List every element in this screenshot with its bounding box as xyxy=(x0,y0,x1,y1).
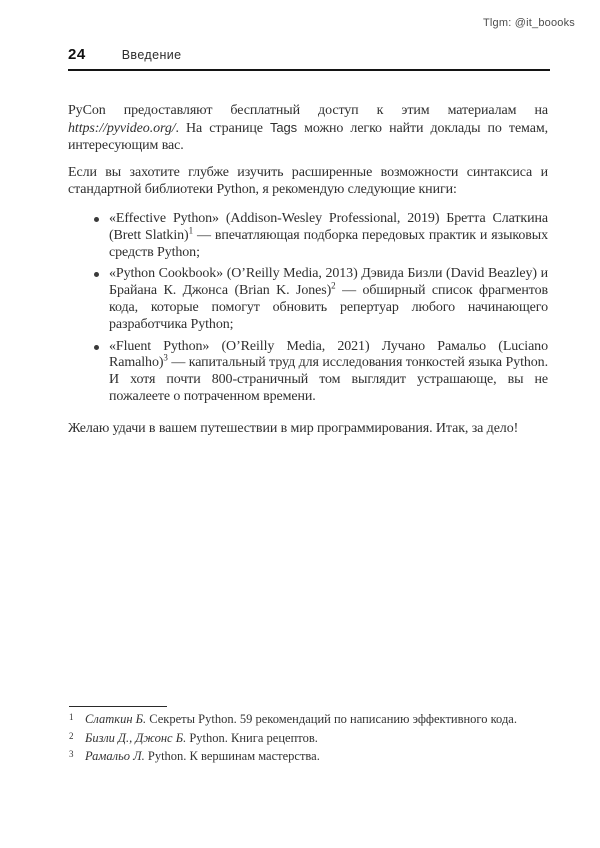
footnote-item xyxy=(68,713,548,726)
footnote-ref: 2 xyxy=(331,280,336,291)
footnote-author: Слаткин Б. xyxy=(85,712,147,726)
footnote-item xyxy=(68,750,548,763)
book-list xyxy=(68,208,548,406)
footnote-author: Рамальо Л. xyxy=(85,749,145,763)
footnote-ref: 1 xyxy=(188,225,193,236)
bullet-icon xyxy=(94,272,99,277)
telegram-watermark: Tlgm: @it_boooks xyxy=(482,17,575,29)
footnote-marker: 1 xyxy=(69,712,74,722)
footnotes-section xyxy=(68,706,548,769)
closing-paragraph: Желаю удачи в вашем путешествии в мир программирования. Итак, за дело! xyxy=(68,420,519,436)
list-item-python-cookbook xyxy=(68,266,548,333)
footnote-marker: 2 xyxy=(69,730,74,741)
chapter-title: Введение xyxy=(121,48,182,62)
footnote-text: Python. К вершинам мастерства. xyxy=(144,749,320,763)
footnote-divider xyxy=(69,706,167,707)
intro-paragraph xyxy=(68,102,548,154)
page-number: 24 xyxy=(68,46,86,63)
list-item-effective-python xyxy=(68,211,548,261)
tags-ui-label: Tags xyxy=(269,120,298,135)
list-item-fluent-python xyxy=(68,339,548,406)
books-intro-paragraph: Если вы захотите глубже изучить расширенные возможности синтаксиса и стандартной библиотеки Python, я рекомендую следующие книги: xyxy=(68,165,548,197)
footnote-author: Бизли Д., Джонс Б. xyxy=(85,730,187,745)
footnote-text: Секреты Python. 59 рекомендаций по написанию эффективного кода. xyxy=(146,712,517,726)
intro-text-1: PyCon предоставляют бесплатный доступ к этим материалам на xyxy=(68,103,548,118)
footnote-text: Python. Книга рецептов. xyxy=(186,730,318,745)
book-entry-text: «Fluent Python» (O’Reilly Media, 2021) Лучано Рамальо (Luciano Ramalho) xyxy=(109,338,548,371)
bullet-icon xyxy=(94,345,99,350)
footnote-marker: 3 xyxy=(69,749,74,759)
footnote-item xyxy=(68,732,548,745)
pyvideo-url: https://pyvideo.org/ xyxy=(68,121,176,136)
page-content xyxy=(68,102,548,447)
bullet-icon xyxy=(94,217,99,222)
footnote-ref: 3 xyxy=(163,352,168,363)
book-entry-text: «Python Cookbook» (O’Reilly Media, 2013) Дэвида Бизли (David Beazley) и Брайана К. Джонса (Brian K. Jones) xyxy=(109,266,548,299)
book-entry-text: «Effective Python» (Addison-Wesley Professional, 2019) Бретта Слаткина (Brett Slatkin) xyxy=(109,211,548,243)
book-entry-text: — капитальный труд для исследования тонкостей языка Python. И хотя почти 800-страничный том выглядит устрашающе, вы не пожалеете о потраченном времени. xyxy=(109,355,548,404)
book-entry-text: — обширный список фрагментов кода, которые помогут обновить репертуар любого начинающего разработчика Python; xyxy=(109,283,548,332)
intro-text-2: . На странице xyxy=(175,121,270,136)
page-header xyxy=(68,46,550,71)
book-entry-text: — впечатляющая подборка передовых практик и языковых средств Python; xyxy=(109,227,548,260)
intro-text-3: можно легко найти доклады по темам, интересующим вас. xyxy=(68,121,548,153)
